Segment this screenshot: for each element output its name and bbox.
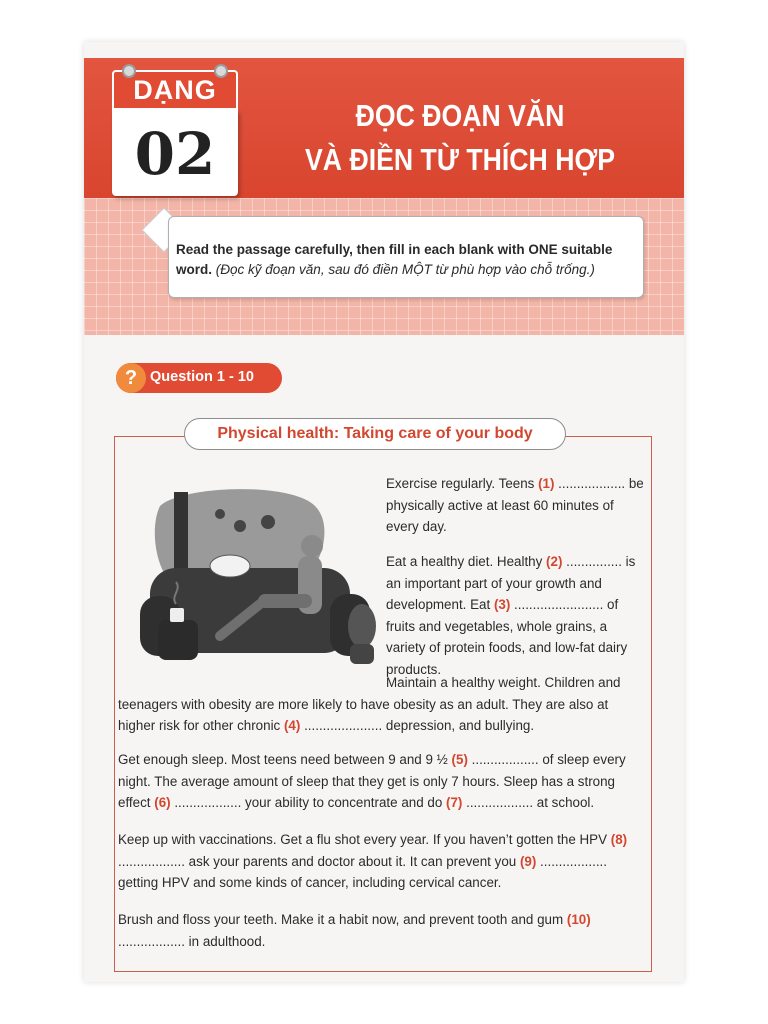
paragraph-1 bbox=[386, 473, 648, 538]
title-line-2: VÀ ĐIỀN TỪ THÍCH HỢP bbox=[304, 142, 615, 177]
blank-number-1: (1) bbox=[538, 476, 555, 491]
question-mark-icon: ? bbox=[116, 363, 146, 393]
paragraph-6 bbox=[118, 909, 648, 952]
p3-text-a: Maintain a healthy weight. Children and teenagers with obesity are more likely to have obesity as an adult. They are also at higher risk for other chronic bbox=[118, 675, 621, 733]
mug-icon bbox=[170, 608, 184, 622]
p4-text-b: .................. of sleep every night. The average amount of sleep that they get is only 7 hours. Sleep has a strong effect bbox=[118, 752, 626, 810]
person-icon bbox=[301, 535, 323, 557]
page-title bbox=[279, 94, 640, 182]
p2-text-b: ............... is an important part of your growth and development. Eat bbox=[386, 554, 636, 612]
paragraph-3 bbox=[118, 672, 648, 737]
calendar-label: DẠNG bbox=[133, 75, 217, 105]
blank-number-8: (8) bbox=[610, 832, 628, 847]
title-line-1: ĐỌC ĐOẠN VĂN bbox=[355, 98, 565, 133]
p5-text-a: Keep up with vaccinations. Get a flu shot every year. If you haven’t gotten the HPV bbox=[118, 832, 611, 847]
blank-number-3: (3) bbox=[493, 597, 511, 612]
p5-text-b: .................. ask your parents and doctor about it. It can prevent you bbox=[118, 853, 520, 869]
blank-number-9: (9) bbox=[519, 853, 537, 869]
instruction-text bbox=[176, 240, 634, 280]
blank-number-2: (2) bbox=[546, 554, 563, 569]
blank-number-6: (6) bbox=[154, 795, 171, 810]
blank-number-7: (7) bbox=[446, 795, 463, 810]
instruction-en-2: suitable word. bbox=[176, 242, 613, 277]
plant-icon bbox=[348, 604, 376, 648]
p1-text-b: .................. be physically active at least 60 minutes of every day. bbox=[386, 476, 644, 534]
blank-number-10: (10) bbox=[566, 912, 591, 927]
p4-text-d: .................. at school. bbox=[462, 795, 595, 810]
p2-text-a: Eat a healthy diet. Healthy bbox=[386, 554, 547, 569]
p2-text-c: ........................ of fruits and vegetables, whole grains, a variety of protein foods, and low-fat dairy products. bbox=[386, 597, 628, 677]
cat-icon bbox=[210, 555, 250, 577]
paragraph-2 bbox=[386, 551, 648, 680]
p6-text-b: .................. in adulthood. bbox=[118, 933, 266, 949]
instruction-vi: (Đọc kỹ đoạn văn, sau đó điền MỘT từ phù hợp vào chỗ trống.) bbox=[215, 262, 595, 277]
p1-text-a: Exercise regularly. Teens bbox=[386, 476, 539, 491]
p5-text-c: .................. getting HPV and some kinds of cancer, including cervical cancer. bbox=[118, 853, 607, 890]
passage-title: Physical health: Taking care of your body bbox=[184, 418, 566, 450]
instruction-en-1: Read the passage carefully, then fill in each blank with bbox=[176, 242, 529, 257]
calendar-number: 02 bbox=[134, 120, 216, 188]
p4-text-a: Get enough sleep. Most teens need between 9 and 9 ½ bbox=[118, 752, 452, 767]
teen-on-sofa-illustration bbox=[140, 486, 380, 676]
side-table-icon bbox=[158, 620, 198, 660]
paragraph-5 bbox=[118, 829, 648, 894]
calendar-badge bbox=[112, 60, 238, 200]
p4-text-c: .................. your ability to concentrate and do bbox=[170, 795, 447, 810]
blank-number-4: (4) bbox=[283, 718, 301, 733]
blank-number-5: (5) bbox=[451, 752, 468, 767]
p3-text-b: ..................... depression, and bullying. bbox=[300, 718, 535, 733]
question-label: Question 1 - 10 bbox=[150, 369, 254, 385]
p6-text-a: Brush and floss your teeth. Make it a habit now, and prevent tooth and gum bbox=[118, 912, 567, 927]
paragraph-4 bbox=[118, 749, 648, 814]
instruction-en-bold: ONE bbox=[528, 242, 558, 257]
